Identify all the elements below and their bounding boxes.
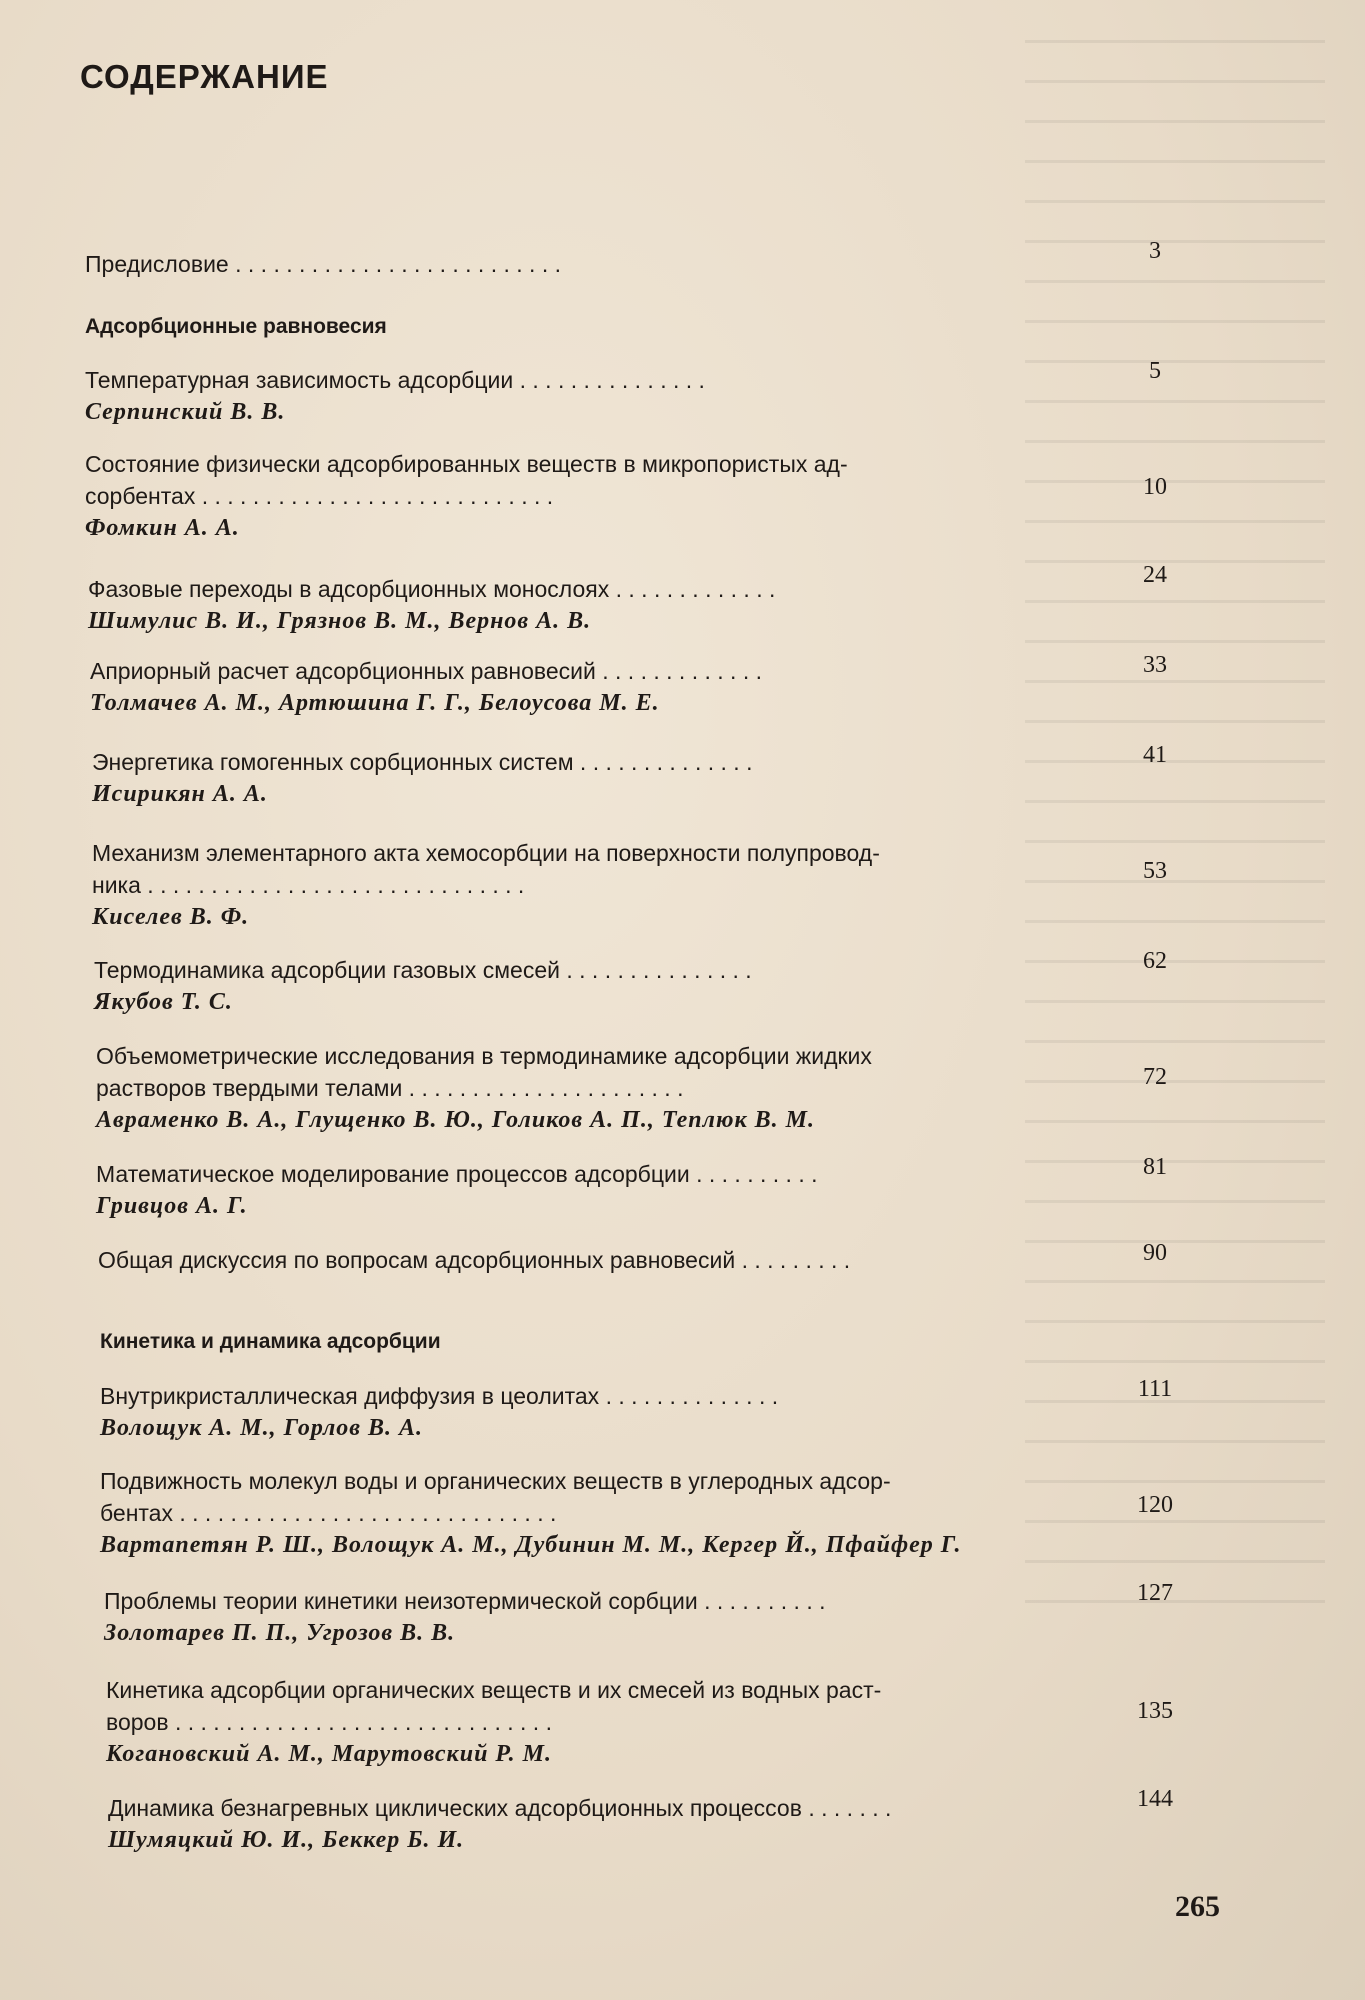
page-ref: 135: [1137, 1698, 1173, 1724]
entry-title: Динамика безнагревных циклических адсорбционных процессов . . . . . . .: [108, 1795, 892, 1821]
toc-entry: [94, 954, 1094, 1018]
page-ref: 3: [1149, 238, 1161, 264]
entry-title-cont: сорбентах . . . . . . . . . . . . . . . . . . . . . . . . . . . .: [85, 483, 554, 509]
entry-authors: Авраменко В. А., Глущенко В. Ю., Голиков А. П., Теплюк В. М.: [96, 1107, 815, 1133]
toc-entry: [96, 1158, 1096, 1222]
entry-title-cont: растворов твердыми телами . . . . . . . . . . . . . . . . . . . . . .: [96, 1075, 684, 1101]
entry-authors: Толмачев А. М., Артюшина Г. Г., Белоусова М. Е.: [90, 690, 660, 716]
toc-entry: [100, 1380, 1100, 1444]
page-number: 265: [1175, 1890, 1220, 1923]
page-ref: 81: [1143, 1154, 1167, 1180]
entry-title: Предисловие . . . . . . . . . . . . . . . . . . . . . . . . . .: [85, 251, 562, 277]
entry-authors: Якубов Т. С.: [94, 989, 233, 1015]
toc-entry: [106, 1674, 1106, 1770]
entry-title-cont: бентах . . . . . . . . . . . . . . . . . . . . . . . . . . . . . .: [100, 1500, 557, 1526]
toc-entry: [96, 1040, 1096, 1136]
toc-entry: [85, 248, 1085, 280]
section-heading: Кинетика и динамика адсорбции: [100, 1330, 441, 1353]
toc-entry: [104, 1585, 1104, 1649]
entry-title: Общая дискуссия по вопросам адсорбционных равновесий . . . . . . . . .: [98, 1247, 851, 1273]
page-ref: 111: [1137, 1376, 1173, 1402]
entry-authors: Исирикян А. А.: [92, 781, 268, 807]
page-ref: 24: [1143, 562, 1167, 588]
entry-title: Внутрикристаллическая диффузия в цеолитах . . . . . . . . . . . . . .: [100, 1383, 779, 1409]
entry-authors: Гривцов А. Г.: [96, 1193, 248, 1219]
page-ref: 33: [1143, 652, 1167, 678]
entry-authors: Вартапетян Р. Ш., Волощук А. М., Дубинин М. М., Кергер Й., Пфайфер Г.: [100, 1532, 962, 1558]
page-ref: 10: [1143, 474, 1167, 500]
page-ref: 72: [1143, 1064, 1167, 1090]
entry-title: Механизм элементарного акта хемосорбции на поверхности полупровод-: [92, 840, 880, 866]
entry-authors: Фомкин А. А.: [85, 515, 240, 541]
toc-entry: [98, 1244, 1098, 1276]
toc-entry: [92, 837, 1092, 933]
section-heading: Адсорбционные равновесия: [85, 315, 387, 338]
entry-authors: Шумяцкий Ю. И., Беккер Б. И.: [108, 1827, 465, 1853]
page-ref: 120: [1137, 1492, 1173, 1518]
entry-title: Энергетика гомогенных сорбционных систем . . . . . . . . . . . . . .: [92, 749, 753, 775]
entry-authors: Серпинский В. В.: [85, 399, 286, 425]
entry-title-cont: ника . . . . . . . . . . . . . . . . . . . . . . . . . . . . . .: [92, 872, 525, 898]
entry-title: Математическое моделирование процессов адсорбции . . . . . . . . . .: [96, 1161, 818, 1187]
entry-title: Состояние физически адсорбированных веществ в микропористых ад-: [85, 451, 848, 477]
entry-authors: Шимулис В. И., Грязнов В. М., Вернов А. В.: [88, 608, 592, 634]
entry-title-cont: воров . . . . . . . . . . . . . . . . . . . . . . . . . . . . . .: [106, 1709, 552, 1735]
toc-entry: [88, 573, 1088, 637]
toc-entry: [85, 448, 1085, 544]
entry-title: Подвижность молекул воды и органических веществ в углеродных адсор-: [100, 1468, 891, 1494]
page-ref: 90: [1143, 1240, 1167, 1266]
toc-entry: [108, 1792, 1108, 1856]
entry-authors: Золотарев П. П., Угрозов В. В.: [104, 1620, 456, 1646]
page-ref: 53: [1143, 858, 1167, 884]
entry-title: Фазовые переходы в адсорбционных монослоях . . . . . . . . . . . . .: [88, 576, 776, 602]
entry-authors: Волощук А. М., Горлов В. А.: [100, 1415, 424, 1441]
toc-entry: [85, 364, 1085, 428]
toc-entry: [90, 655, 1090, 719]
page-ref: 62: [1143, 948, 1167, 974]
entry-title: Термодинамика адсорбции газовых смесей . . . . . . . . . . . . . . .: [94, 957, 752, 983]
entry-authors: Когановский А. М., Марутовский Р. М.: [106, 1741, 553, 1767]
page-title: СОДЕРЖАНИЕ: [80, 58, 329, 95]
toc-entry: [100, 1465, 1100, 1561]
entry-title: Температурная зависимость адсорбции . . . . . . . . . . . . . . .: [85, 367, 705, 393]
page-ref: 41: [1143, 742, 1167, 768]
entry-title: Объемометрические исследования в термодинамике адсорбции жидких: [96, 1043, 872, 1069]
page-ref: 127: [1137, 1580, 1173, 1606]
entry-title: Кинетика адсорбции органических веществ и их смесей из водных раст-: [106, 1677, 882, 1703]
page-ref: 144: [1137, 1786, 1173, 1812]
entry-title: Проблемы теории кинетики неизотермической сорбции . . . . . . . . . .: [104, 1588, 826, 1614]
entry-authors: Киселев В. Ф.: [92, 904, 250, 930]
entry-title: Априорный расчет адсорбционных равновесий . . . . . . . . . . . . .: [90, 658, 763, 684]
toc-entry: [92, 746, 1092, 810]
page-ref: 5: [1149, 358, 1161, 384]
